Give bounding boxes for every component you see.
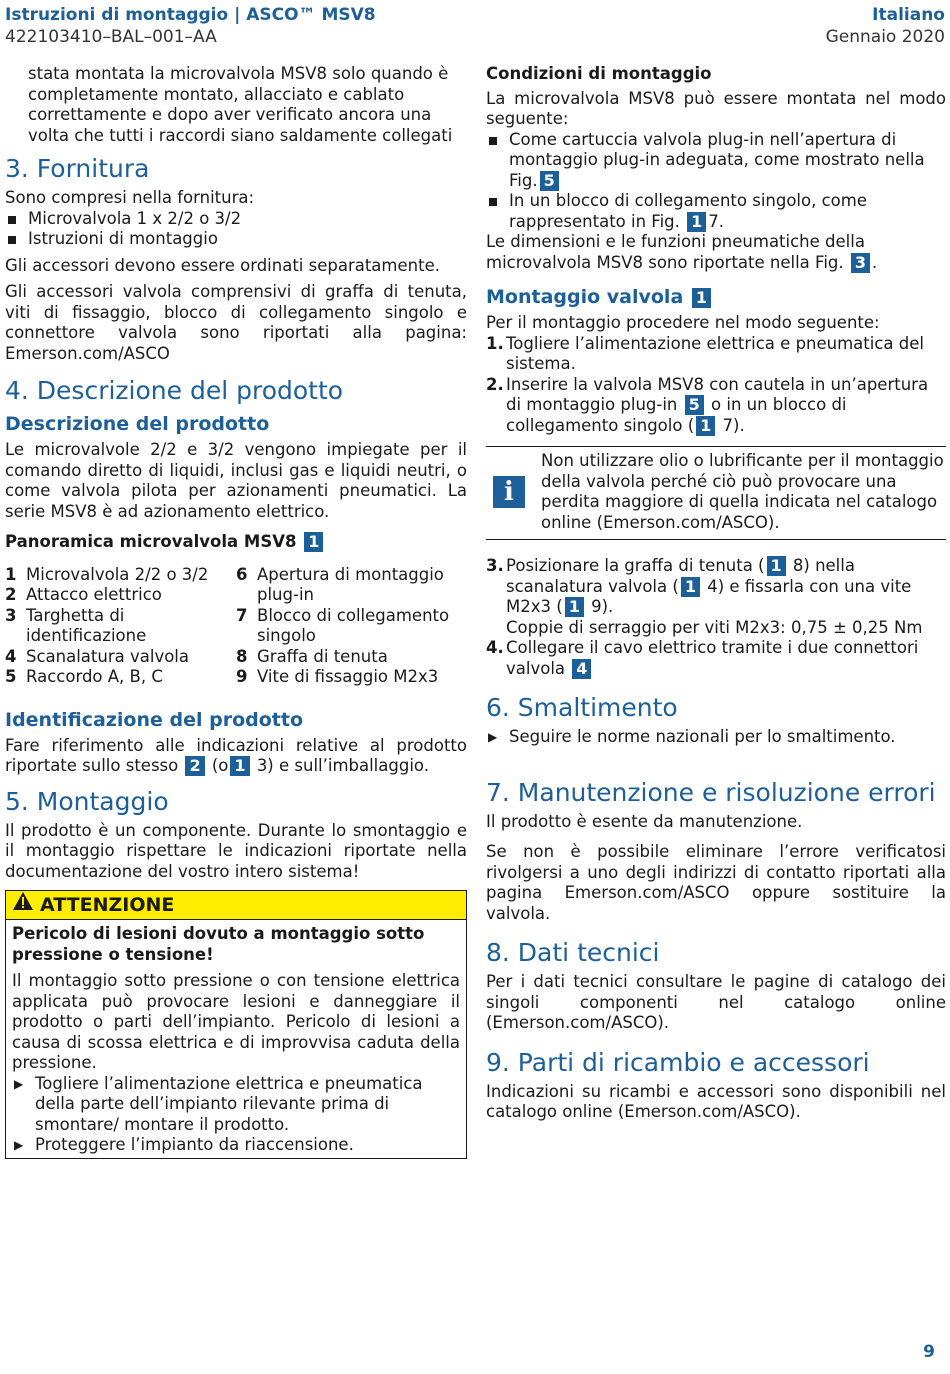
legend-column-left xyxy=(5,565,236,688)
supply-intro: Sono compresi nella fornitura: xyxy=(5,188,255,207)
identification-text: Fare riferimento alle indicazioni relative al prodotto riportate sullo stesso xyxy=(5,735,467,775)
conditions-heading: Condizioni di montaggio xyxy=(486,64,712,83)
list-item xyxy=(486,638,946,679)
info-note-text: Non utilizzare olio o lubrificante per il montaggio della valvola perché ciò può provocare una perdita maggiore di quella indicata nel catalogo online (Emerson.com/ASCO). xyxy=(541,451,944,532)
legend-text: Scanalatura valvola xyxy=(26,646,190,666)
legend-item xyxy=(5,647,236,668)
identification-heading: Identificazione del prodotto xyxy=(5,708,304,731)
product-description-paragraph: Le microvalvole 2/2 e 3/2 vengono impiegate per il comando diretto di liquidi, inclusi gas e liquidi neutri, o come valvola pilota per azionamenti pneumatici. La serie MSV8 è ad azionamento elettrico. xyxy=(5,440,467,521)
conditions-list xyxy=(486,130,946,233)
legend-number: 6 xyxy=(236,564,248,584)
section-3-heading: 3. Fornitura xyxy=(5,154,150,183)
conditions-intro: La microvalvola MSV8 può essere montata nel modo seguente: xyxy=(486,88,946,128)
warning-box xyxy=(5,890,467,1159)
triangle-bullet-icon: ▶ xyxy=(14,1138,24,1152)
list-item xyxy=(486,334,946,375)
page-number: 9 xyxy=(923,1341,935,1362)
valve-mounting-heading xyxy=(486,285,946,309)
maintenance-paragraph-1: Il prodotto è esente da manutenzione. xyxy=(486,811,803,831)
step-text-part: Posizionare la graffa di tenuta ( xyxy=(506,556,765,575)
step-number: 3. xyxy=(486,556,504,575)
paragraph-text: . xyxy=(872,252,878,272)
document-date: Gennaio 2020 xyxy=(825,27,945,47)
figure-reference-badge: 1 xyxy=(692,288,711,308)
list-item xyxy=(486,191,946,232)
legend-number: 5 xyxy=(5,667,17,686)
figure-reference-badge: 1 xyxy=(565,597,584,617)
step-text xyxy=(506,638,946,679)
identification-text: 3) e sull’imballaggio. xyxy=(256,756,429,775)
step-text-part: 8) nella scanalatura valvola ( xyxy=(506,556,855,596)
overview-legend xyxy=(5,565,467,688)
legend-item xyxy=(5,585,236,606)
warning-steps xyxy=(12,1074,460,1156)
legend-column-right xyxy=(236,565,467,688)
warning-triangle-icon xyxy=(12,891,36,919)
page-header-left xyxy=(5,4,376,48)
identification-paragraph xyxy=(5,736,467,777)
section-8-heading: 8. Dati tecnici xyxy=(486,938,660,967)
list-item: Istruzioni di montaggio xyxy=(5,229,467,250)
accessories-note: Gli accessori devono essere ordinati separatamente. xyxy=(5,255,440,275)
list-item xyxy=(486,375,946,437)
step-number: 4. xyxy=(486,638,504,657)
conditions-paragraph xyxy=(486,232,946,273)
page-header-right xyxy=(826,4,945,48)
step-text-part: 4) e fissarla con una vite M2x3 ( xyxy=(506,576,912,616)
overview-title: Panoramica microvalvola MSV8 xyxy=(5,532,297,551)
info-note-box xyxy=(486,446,946,540)
item-text: 7. xyxy=(708,211,725,231)
mounting-paragraph: Il prodotto è un componente. Durante lo smontaggio e il montaggio rispettare le indicazioni riportate nella documentazione del vostro intero sistema! xyxy=(5,820,467,881)
figure-reference-badge: 1 xyxy=(681,577,700,597)
item-text: Come cartuccia valvola plug-in nell’apertura di montaggio plug-in adeguata, come mostrato nella Fig. xyxy=(509,129,925,190)
figure-reference-badge: 4 xyxy=(572,659,591,679)
legend-item xyxy=(236,667,467,688)
step-text-part: 7). xyxy=(722,415,745,435)
section-6-heading: 6. Smaltimento xyxy=(486,693,678,722)
legend-item xyxy=(5,667,236,688)
legend-text: Microvalvola 2/2 o 3/2 xyxy=(26,564,209,584)
intro-paragraph: stata montata la microvalvola MSV8 solo quando è completamente montato, allacciato e cablato correttamente e dopo aver verificato ancora una volta che tutti i raccordi siano saldamente collegati xyxy=(28,64,453,145)
list-item xyxy=(486,130,946,192)
warning-body xyxy=(6,920,466,1158)
legend-number: 8 xyxy=(236,646,248,666)
warning-text: Il montaggio sotto pressione o con tensione elettrica applicata può provocare lesioni e danneggiare il prodotto o parti dell’impianto. Pericolo di lesioni a causa di scossa elettrica e di improvvisa caduta della pressione. xyxy=(12,971,460,1072)
step-number: 1. xyxy=(486,333,504,353)
legend-number: 4 xyxy=(5,646,17,666)
info-icon-wrapper xyxy=(486,451,541,533)
figure-reference-badge: 3 xyxy=(851,253,870,273)
identification-text: (o xyxy=(211,756,229,775)
legend-text: Blocco di collegamento singolo xyxy=(257,605,450,645)
mounting-intro: Per il montaggio procedere nel modo seguente: xyxy=(486,313,880,332)
list-item xyxy=(12,1135,460,1156)
triangle-bullet-icon: ▶ xyxy=(14,1076,24,1091)
figure-reference-badge: 2 xyxy=(185,756,204,776)
warning-bold-text: Pericolo di lesioni dovuto a montaggio sotto pressione o tensione! xyxy=(12,924,425,964)
legend-item xyxy=(5,606,236,647)
legend-text: Vite di fissaggio M2x3 xyxy=(257,667,439,686)
list-item xyxy=(486,556,946,638)
figure-reference-badge: 1 xyxy=(304,532,323,552)
figure-reference-badge: 1 xyxy=(230,756,249,776)
disposal-list xyxy=(486,727,946,748)
figure-reference-badge: 1 xyxy=(696,416,715,436)
triangle-bullet-icon: ▶ xyxy=(488,730,498,744)
product-description-heading: Descrizione del prodotto xyxy=(5,413,270,435)
legend-item xyxy=(5,565,236,586)
spare-parts-paragraph: Indicazioni su ricambi e accessori sono disponibili nel catalogo online (Emerson.com/ASCO). xyxy=(486,1081,946,1121)
figure-reference-badge: 5 xyxy=(685,395,704,415)
figure-reference-badge: 1 xyxy=(687,212,706,232)
mounting-steps-b xyxy=(486,556,946,679)
legend-text: Targhetta di identificazione xyxy=(26,605,147,645)
warning-label: ATTENZIONE xyxy=(40,893,175,916)
info-icon: i xyxy=(493,476,525,508)
list-item xyxy=(12,1074,460,1136)
section-4-heading: 4. Descrizione del prodotto xyxy=(5,376,344,405)
supply-list xyxy=(5,209,467,250)
step-text-part: 9). xyxy=(591,597,614,616)
step-text: Proteggere l’impianto da riaccensione. xyxy=(35,1135,354,1154)
heading-text: Montaggio valvola xyxy=(486,286,684,308)
legend-text: Apertura di montaggio plug-in xyxy=(257,564,444,604)
legend-number: 3 xyxy=(5,605,17,625)
document-number: 422103410–BAL–001–AA xyxy=(5,27,217,47)
legend-item xyxy=(236,606,467,647)
legend-text: Attacco elettrico xyxy=(26,585,162,604)
section-9-heading: 9. Parti di ricambio e accessori xyxy=(486,1047,870,1077)
step-text-part: Collegare il cavo elettrico tramite i due connettori valvola xyxy=(506,638,919,678)
paragraph-text: Le dimensioni e le funzioni pneumatiche della microvalvola MSV8 sono riportate nella Fig. xyxy=(486,232,865,272)
maintenance-paragraph-2: Se non è possibile eliminare l’errore verificatosi rivolgersi a uno degli indirizzi di contatto riportati alla pagina Emerson.com/ASCO oppure sostituire la valvola. xyxy=(486,842,946,923)
warning-header xyxy=(6,891,466,920)
item-text: Seguire le norme nazionali per lo smaltimento. xyxy=(509,727,896,746)
step-text xyxy=(506,375,946,437)
figure-reference-badge: 5 xyxy=(540,171,559,191)
list-item: Microvalvola 1 x 2/2 o 3/2 xyxy=(5,209,467,230)
mounting-steps-a xyxy=(486,334,946,437)
language-label: Italiano xyxy=(872,5,945,25)
overview-heading xyxy=(5,532,467,553)
legend-item xyxy=(236,647,467,668)
legend-item xyxy=(236,565,467,606)
figure-reference-badge: 1 xyxy=(767,556,786,576)
legend-number: 7 xyxy=(236,605,248,625)
left-column xyxy=(5,64,467,1159)
torque-spec: Coppie di serraggio per viti M2x3: 0,75 ± 0,25 Nm xyxy=(506,617,923,637)
section-5-heading: 5. Montaggio xyxy=(5,786,169,816)
step-text-part: o in un blocco di collegamento singolo ( xyxy=(506,395,847,435)
legend-text: Raccordo A, B, C xyxy=(26,667,163,686)
list-item xyxy=(486,727,946,748)
step-text: Togliere l’alimentazione elettrica e pneumatica della parte dell’impianto rilevante prima di smontare/ montare il prodotto. xyxy=(35,1073,423,1134)
legend-text: Graffa di tenuta xyxy=(257,646,388,666)
legend-number: 9 xyxy=(236,667,248,686)
item-text: In un blocco di collegamento singolo, come rappresentato in Fig. xyxy=(509,191,867,231)
accessories-paragraph: Gli accessori valvola comprensivi di graffa di tenuta, viti di fissaggio, blocco di collegamento singolo e connettore valvola sono riportati alla pagina: Emerson.com/ASCO xyxy=(5,282,467,363)
section-7-heading: 7. Manutenzione e risoluzione errori xyxy=(486,777,936,807)
right-column xyxy=(486,64,946,1123)
step-text xyxy=(506,556,946,638)
technical-data-paragraph: Per i dati tecnici consultare le pagine di catalogo dei singoli componenti nel catalogo online (Emerson.com/ASCO). xyxy=(486,972,946,1032)
legend-number: 2 xyxy=(5,585,17,604)
step-text-part: Inserire la valvola MSV8 con cautela in un’apertura di montaggio plug-in xyxy=(506,374,929,414)
step-text: Togliere l’alimentazione elettrica e pneumatica del sistema. xyxy=(506,333,924,373)
legend-number: 1 xyxy=(5,564,17,584)
step-number: 2. xyxy=(486,374,504,394)
document-title: Istruzioni di montaggio | ASCO™ MSV8 xyxy=(5,5,376,25)
